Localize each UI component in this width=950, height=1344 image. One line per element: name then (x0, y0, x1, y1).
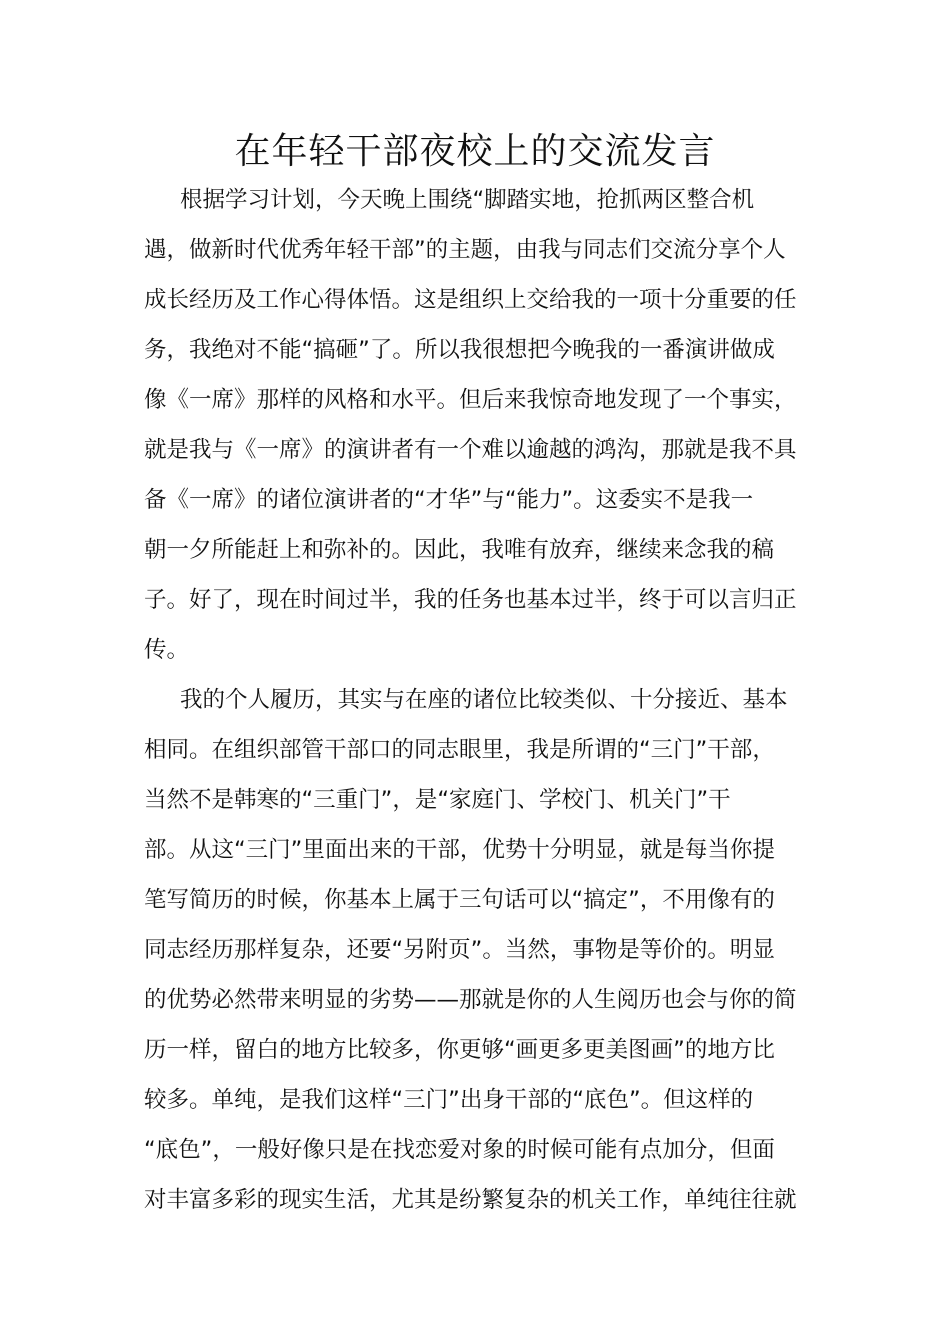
document-title: 在年轻干部夜校上的交流发言 (234, 131, 716, 172)
paragraph-line: 较多。单纯，是我们这样“三门”出身干部的“底色”。但这样的 (144, 1087, 754, 1113)
paragraph-line: 历一样，留白的地方比较多，你更够“画更多更美图画”的地方比 (144, 1037, 775, 1063)
paragraph-line: 务，我绝对不能“搞砸”了。所以我很想把今晚我的一番演讲做成 (144, 337, 775, 363)
paragraph-line: 像《一席》那样的风格和水平。但后来我惊奇地发现了一个事实， (144, 387, 797, 413)
paragraph-line: 根据学习计划，今天晚上围绕“脚踏实地，抢抓两区整合机 (180, 187, 755, 213)
paragraph-line: 遇，做新时代优秀年轻干部”的主题，由我与同志们交流分享个人 (144, 237, 786, 263)
paragraph-line: 同志经历那样复杂，还要“另附页”。当然，事物是等价的。明显 (144, 937, 775, 963)
paragraph-line: 备《一席》的诸位演讲者的“才华”与“能力”。这委实不是我一 (144, 487, 754, 513)
paragraph-line: 对丰富多彩的现实生活，尤其是纷繁复杂的机关工作，单纯往往就 (144, 1187, 797, 1213)
paragraph-line: 相同。在组织部管干部口的同志眼里，我是所谓的“三门”干部， (144, 737, 775, 763)
paragraph-line: 朝一夕所能赶上和弥补的。因此，我唯有放弃，继续来念我的稿 (144, 537, 775, 563)
paragraph-line: 子。好了，现在时间过半，我的任务也基本过半，终于可以言归正 (144, 587, 797, 613)
paragraph-line: 我的个人履历，其实与在座的诸位比较类似、十分接近、基本 (180, 687, 788, 713)
paragraph-line: 当然不是韩寒的“三重门”，是“家庭门、学校门、机关门”干 (144, 787, 731, 813)
paragraph-line: 笔写简历的时候，你基本上属于三句话可以“搞定”，不用像有的 (144, 887, 775, 913)
paragraph-line: 就是我与《一席》的演讲者有一个难以逾越的鸿沟，那就是我不具 (144, 437, 797, 463)
paragraph-line: 的优势必然带来明显的劣势——那就是你的人生阅历也会与你的简 (144, 987, 797, 1013)
paragraph-line: 部。从这“三门”里面出来的干部，优势十分明显，就是每当你提 (144, 837, 775, 863)
paragraph-line: 成长经历及工作心得体悟。这是组织上交给我的一项十分重要的任 (144, 287, 797, 313)
paragraph-line: “底色”，一般好像只是在找恋爱对象的时候可能有点加分，但面 (144, 1137, 775, 1163)
paragraph-line: 传。 (144, 637, 190, 663)
